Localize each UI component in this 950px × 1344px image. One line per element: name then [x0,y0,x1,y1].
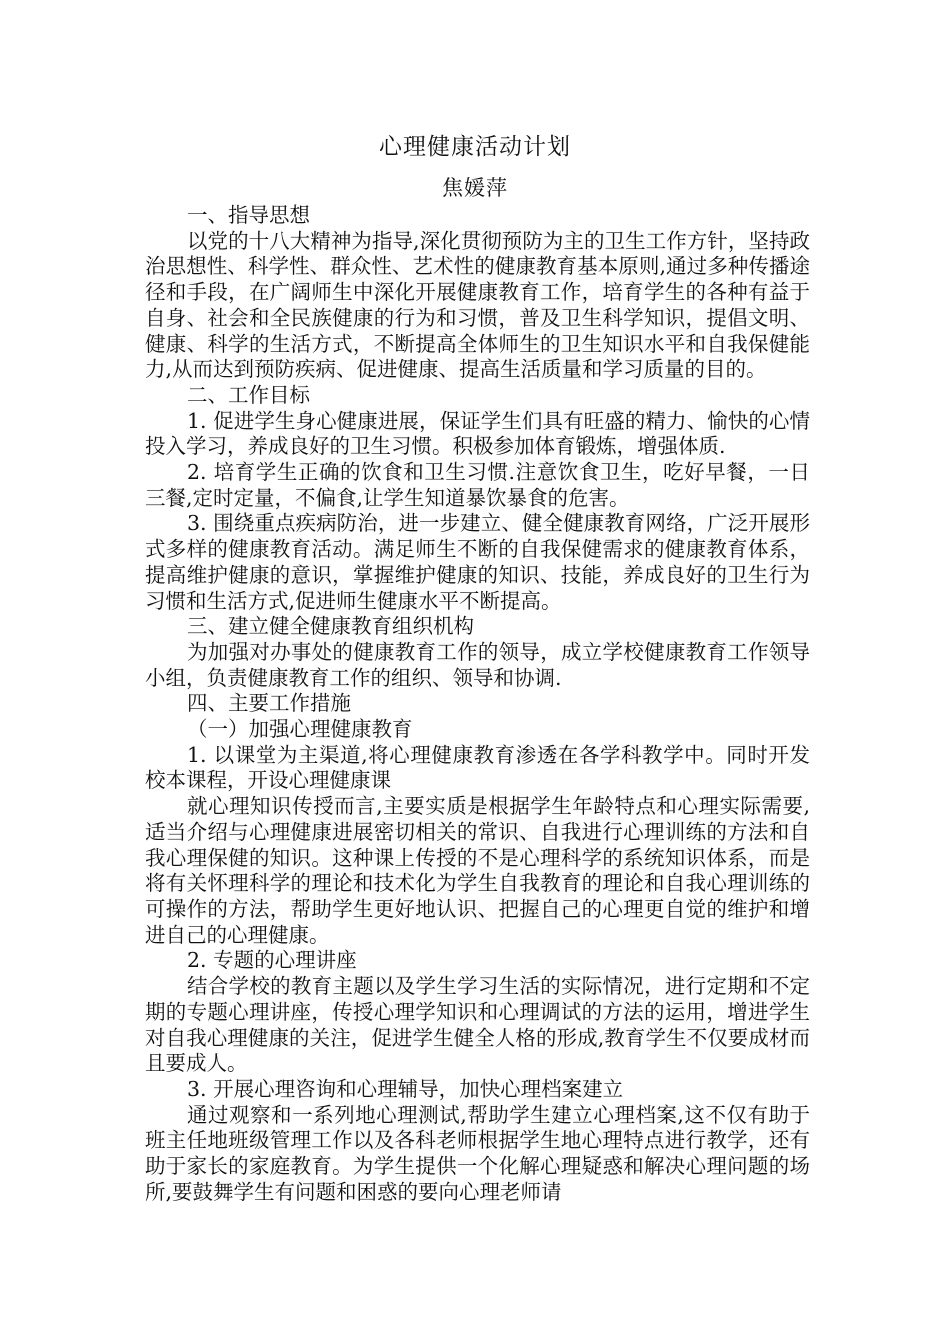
section-heading-work-goals: 二、工作目标 [187,382,310,407]
paragraph-counseling: 通过观察和一系列地心理测试,帮助学生建立心理档案,这不仅有助于班主任地班级管理工作以及各科老师根据学生地心理特点进行教学，还有助于家长的家庭教育。为学生提供一个化解心理疑惑和解决心理问题的场所,要鼓舞学生有问题和困惑的要向心理老师请 [145,1102,810,1204]
paragraph-measure-3: 3. 开展心理咨询和心理辅导，加快心理档案建立 [187,1076,624,1101]
paragraph-measure-1: 1. 以课堂为主渠道,将心理健康教育渗透在各学科教学中。同时开发校本课程，开设心理健康课 [145,742,810,793]
document-title: 心理健康活动计划 [379,134,571,160]
paragraph-measure-2: 2. 专题的心理讲座 [187,948,357,973]
paragraph-lectures: 结合学校的教育主题以及学生学习生活的实际情况，进行定期和不定期的专题心理讲座，传授心理学知识和心理调试的方法的运用，增进学生对自我心理健康的关注，促进学生健全人格的形成,教育学生不仅要成材而且要成人。 [145,974,810,1076]
paragraph-goal-3: 3. 围绕重点疾病防治，进一步建立、健全健康教育网络，广泛开展形式多样的健康教育活动。满足师生不断的自我保健需求的健康教育体系，提高维护健康的意识，掌握维护健康的知识、技能，养成良好的卫生行为习惯和生活方式,促进师生健康水平不断提高。 [145,511,810,613]
section-heading-organization: 三、建立健全健康教育组织机构 [187,614,474,639]
section-heading-main-measures: 四、主要工作措施 [187,691,351,716]
paragraph-goal-1: 1. 促进学生身心健康进展，保证学生们具有旺盛的精力、愉快的心情投入学习，养成良好的卫生习惯。积极参加体育锻炼，增强体质. [145,408,810,459]
paragraph-organization: 为加强对办事处的健康教育工作的领导，成立学校健康教育工作领导小组，负责健康教育工作的组织、领导和协调. [145,639,810,690]
document-author: 焦媛萍 [442,176,508,200]
paragraph-knowledge-teaching: 就心理知识传授而言,主要实质是根据学生年龄特点和心理实际需要,适当介绍与心理健康进展密切相关的常识、自我进行心理训练的方法和自我心理保健的知识。这种课上传授的不是心理科学的系统知识体系，而是将有关怀理科学的理论和技术化为学生自我教育的理论和自我心理训练的可操作的方法，帮助学生更好地认识、把握自己的心理更自觉的维护和增进自己的心理健康。 [145,794,810,947]
paragraph-guiding-ideology: 以党的十八大精神为指导,深化贯彻预防为主的卫生工作方针，坚持政治思想性、科学性、群众性、艺术性的健康教育基本原则,通过多种传播途径和手段，在广阔师生中深化开展健康教育工作，培育学生的各种有益于自身、社会和全民族健康的行为和习惯，普及卫生科学知识，提倡文明、健康、科学的生活方式，不断提高全体师生的卫生知识水平和自我保健能力,从而达到预防疾病、促进健康、提高生活质量和学习质量的目的。 [145,228,810,382]
subsection-heading-mental-health-education: （一）加强心理健康教育 [187,717,413,742]
paragraph-goal-2: 2. 培育学生正确的饮食和卫生习惯.注意饮食卫生，吃好早餐，一日三餐,定时定量，不偏食,让学生知道暴饮暴食的危害。 [145,460,810,510]
document-body [145,203,810,1205]
section-heading-guiding-ideology: 一、指导思想 [187,203,310,227]
